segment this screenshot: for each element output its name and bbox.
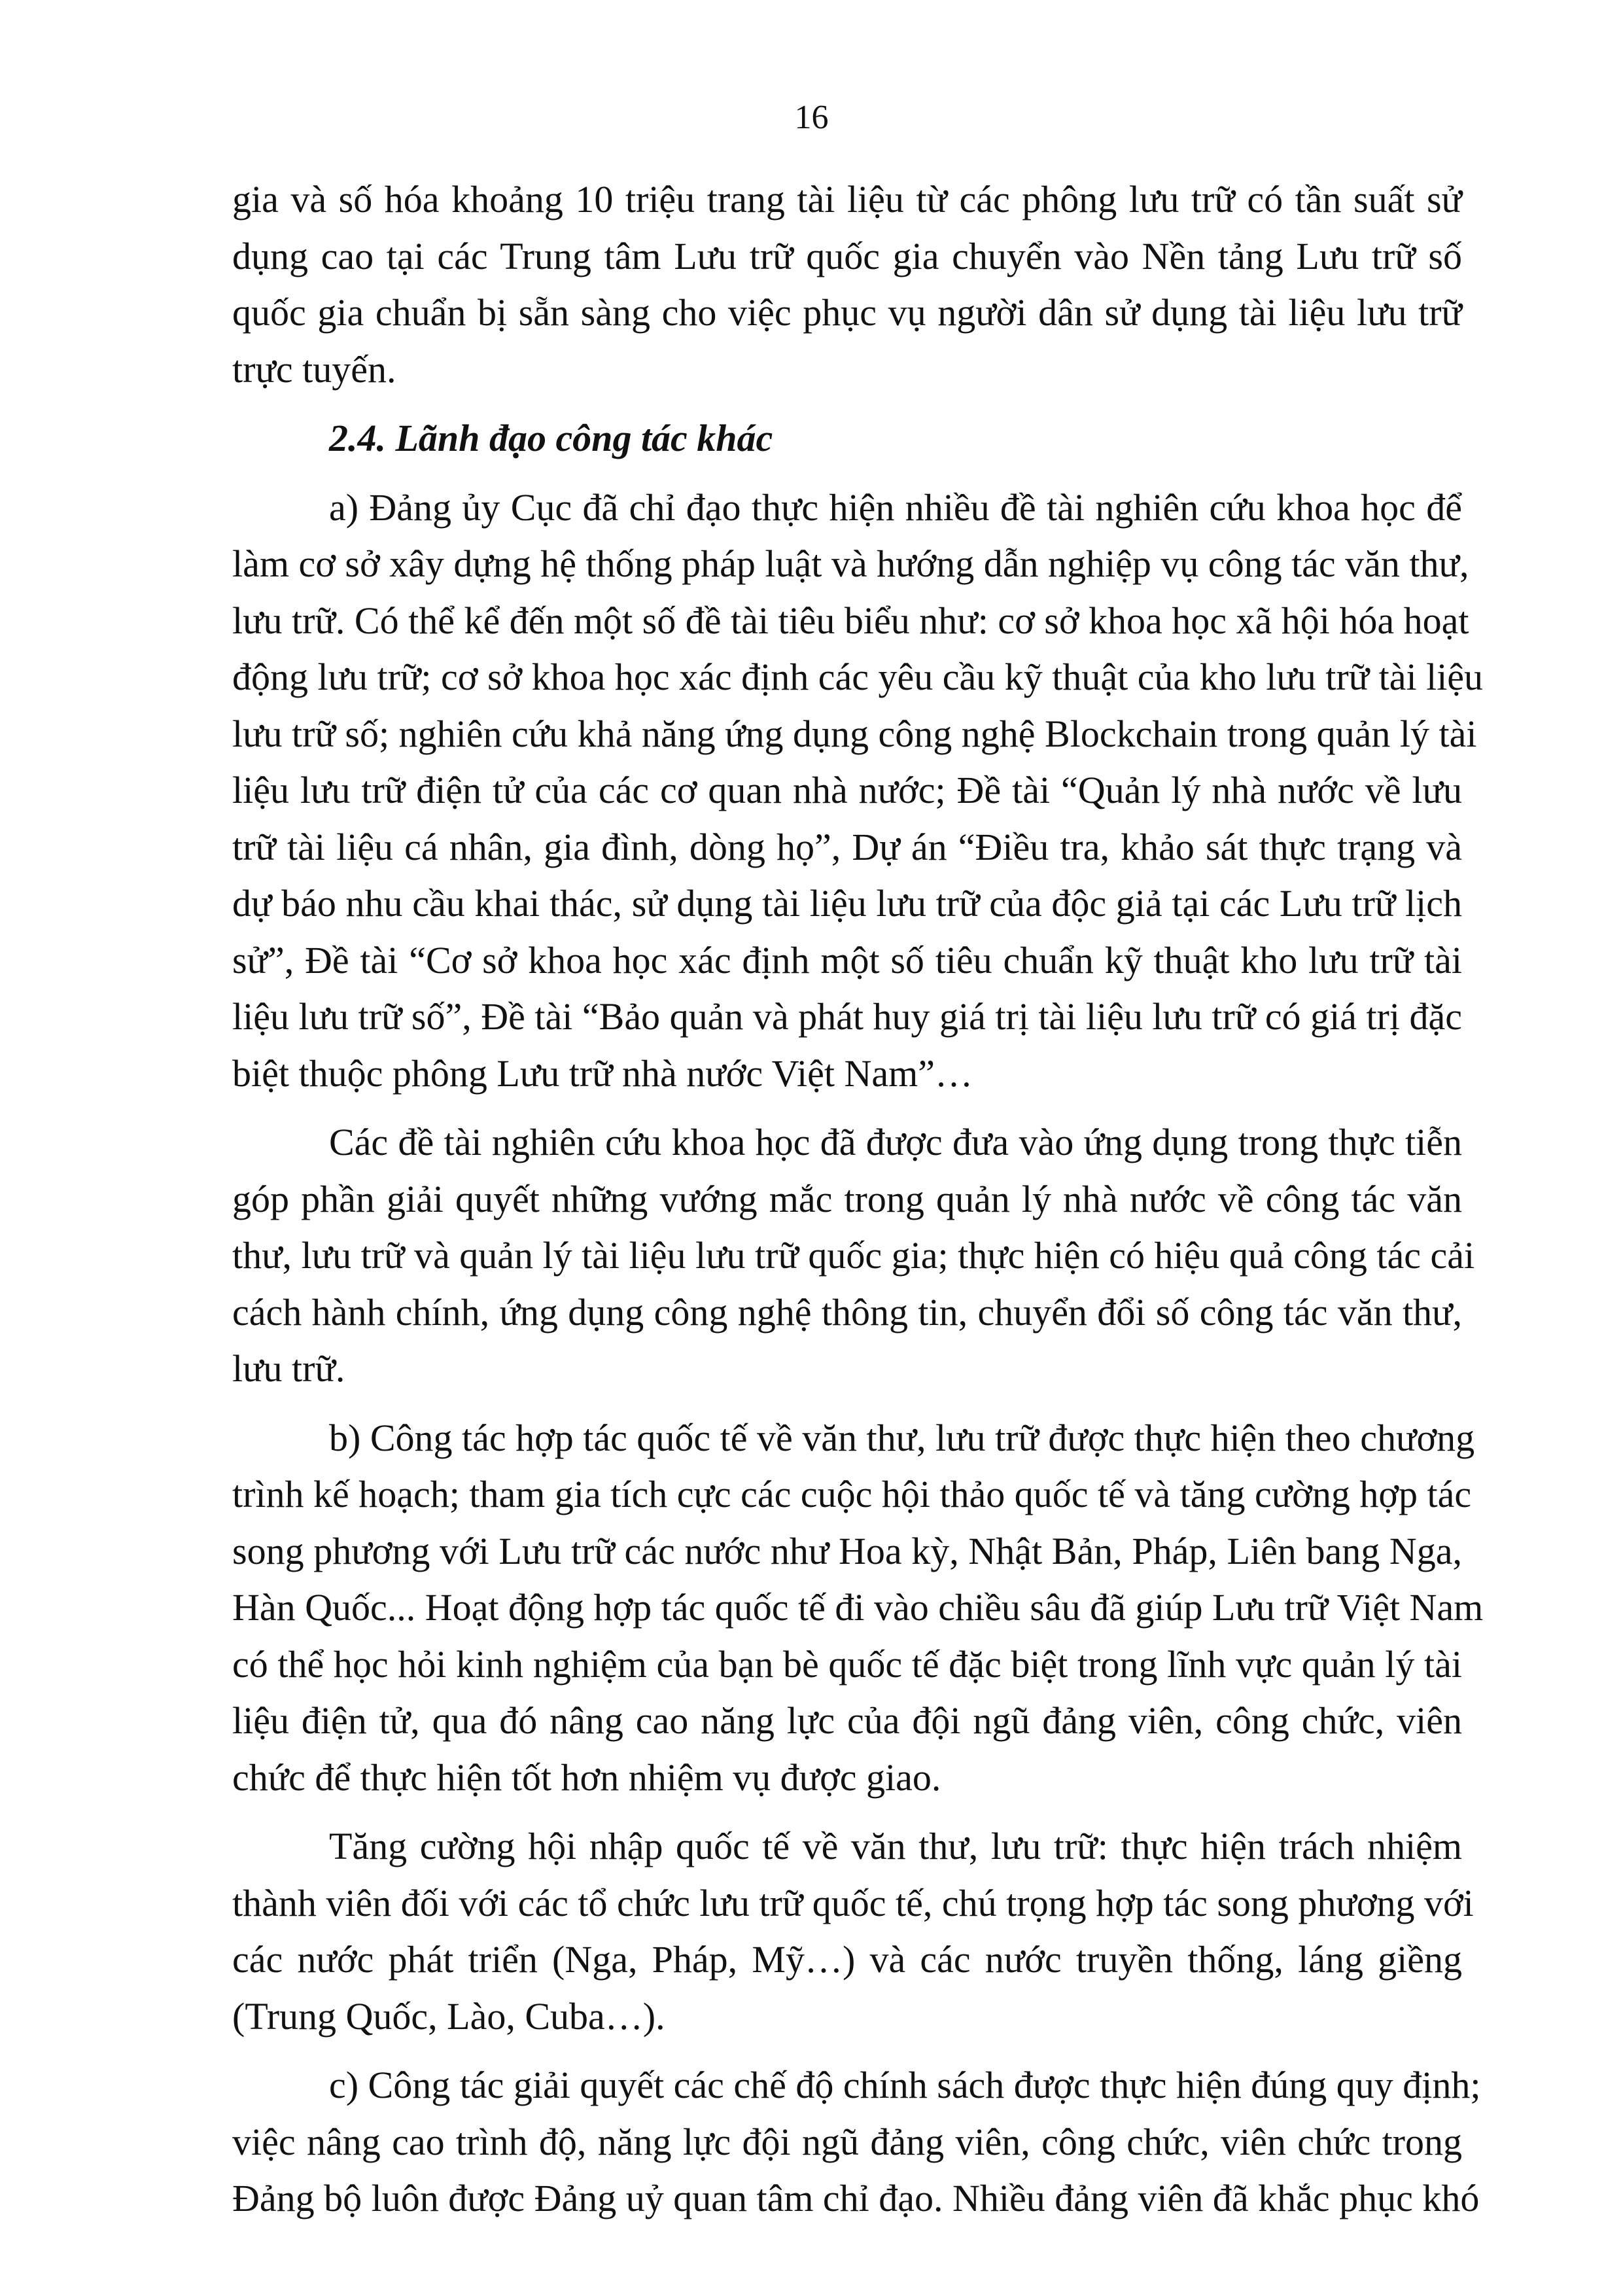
paragraph-a [232, 480, 1484, 1103]
text-line: dự báo nhu cầu khai thác, sử dụng tài liệu lưu trữ của độc giả tại các Lưu trữ lịch [232, 882, 1462, 925]
paragraph-continuation [232, 171, 1462, 398]
text-line: trữ tài liệu cá nhân, gia đình, dòng họ”, Dự án “Điều tra, khảo sát thực trạng và [232, 825, 1462, 868]
text-line: các nước phát triển (Nga, Pháp, Mỹ…) và các nước truyền thống, láng giềng [232, 1938, 1462, 1981]
text-line: dụng cao tại các Trung tâm Lưu trữ quốc gia chuyển vào Nền tảng Lưu trữ số [232, 234, 1462, 277]
text-line: Đảng bộ luôn được Đảng uỷ quan tâm chỉ đạo. Nhiều đảng viên đã khắc phục khó [232, 2177, 1480, 2219]
text-line: Hàn Quốc... Hoạt động hợp tác quốc tế đi vào chiều sâu đã giúp Lưu trữ Việt Nam [232, 1586, 1484, 1629]
document-body [232, 171, 1484, 2240]
text-line: biệt thuộc phông Lưu trữ nhà nước Việt Nam”… [232, 1051, 973, 1095]
paragraph-b [232, 1410, 1484, 1807]
text-line: có thể học hỏi kinh nghiệm của bạn bè quốc tế đặc biệt trong lĩnh vực quản lý tài [232, 1642, 1462, 1686]
paragraph-research-applied [232, 1114, 1475, 1398]
text-line: Tăng cường hội nhập quốc tế về văn thư, lưu trữ: thực hiện trách nhiệm [329, 1825, 1462, 1867]
section-heading: 2.4. Lãnh đạo công tác khác [329, 417, 773, 459]
text-line: lưu trữ. Có thể kể đến một số đề tài tiêu biểu như: cơ sở khoa học xã hội hóa hoạt [232, 599, 1469, 642]
text-line: song phương với Lưu trữ các nước như Hoa kỳ, Nhật Bản, Pháp, Liên bang Nga, [232, 1529, 1462, 1572]
text-line: gia và số hóa khoảng 10 triệu trang tài liệu từ các phông lưu trữ có tần suất sử [232, 178, 1462, 221]
text-line: Các đề tài nghiên cứu khoa học đã được đưa vào ứng dụng trong thực tiễn [329, 1121, 1462, 1163]
text-line: lưu trữ số; nghiên cứu khả năng ứng dụng công nghệ Blockchain trong quản lý tài [232, 712, 1477, 755]
text-line: việc nâng cao trình độ, năng lực đội ngũ đảng viên, công chức, viên chức trong [232, 2120, 1462, 2163]
text-line: trực tuyến. [232, 347, 396, 391]
text-line: chức để thực hiện tốt hơn nhiệm vụ được giao. [232, 1756, 941, 1799]
text-line: liệu điện tử, qua đó nâng cao năng lực của đội ngũ đảng viên, công chức, viên [232, 1699, 1462, 1742]
text-line: sử”, Đề tài “Cơ sở khoa học xác định một số tiêu chuẩn kỹ thuật kho lưu trữ tài [232, 938, 1462, 981]
text-line: liệu lưu trữ số”, Đề tài “Bảo quản và phát huy giá trị tài liệu lưu trữ có giá trị đặc [232, 995, 1462, 1038]
page-number: 16 [794, 99, 829, 136]
paragraph-c [232, 2057, 1481, 2227]
text-line: thư, lưu trữ và quản lý tài liệu lưu trữ quốc gia; thực hiện có hiệu quả công tác cải [232, 1234, 1475, 1277]
text-line: lưu trữ. [232, 1347, 345, 1390]
text-line: trình kế hoạch; tham gia tích cực các cuộc hội thảo quốc tế và tăng cường hợp tác [232, 1473, 1472, 1515]
paragraph-integration [232, 1818, 1474, 2045]
text-line: làm cơ sở xây dựng hệ thống pháp luật và hướng dẫn nghiệp vụ công tác văn thư, [232, 542, 1469, 585]
text-line: b) Công tác hợp tác quốc tế về văn thư, lưu trữ được thực hiện theo chương [329, 1416, 1475, 1459]
text-line: quốc gia chuẩn bị sẵn sàng cho việc phục vụ người dân sử dụng tài liệu lưu trữ [232, 291, 1462, 334]
text-line: động lưu trữ; cơ sở khoa học xác định các yêu cầu kỹ thuật của kho lưu trữ tài liệu [232, 656, 1484, 698]
text-line: thành viên đối với các tổ chức lưu trữ quốc tế, chú trọng hợp tác song phương với [232, 1881, 1474, 1924]
text-line: c) Công tác giải quyết các chế độ chính sách được thực hiện đúng quy định; [329, 2064, 1481, 2106]
text-line: liệu lưu trữ điện tử của các cơ quan nhà nước; Đề tài “Quản lý nhà nước về lưu [232, 769, 1462, 811]
text-line: a) Đảng ủy Cục đã chỉ đạo thực hiện nhiều đề tài nghiên cứu khoa học để [329, 486, 1462, 529]
text-line: (Trung Quốc, Lào, Cuba…). [232, 1994, 665, 2038]
text-line: góp phần giải quyết những vướng mắc trong quản lý nhà nước về công tác văn [232, 1177, 1462, 1220]
text-line: cách hành chính, ứng dụng công nghệ thông tin, chuyển đổi số công tác văn thư, [232, 1290, 1462, 1333]
